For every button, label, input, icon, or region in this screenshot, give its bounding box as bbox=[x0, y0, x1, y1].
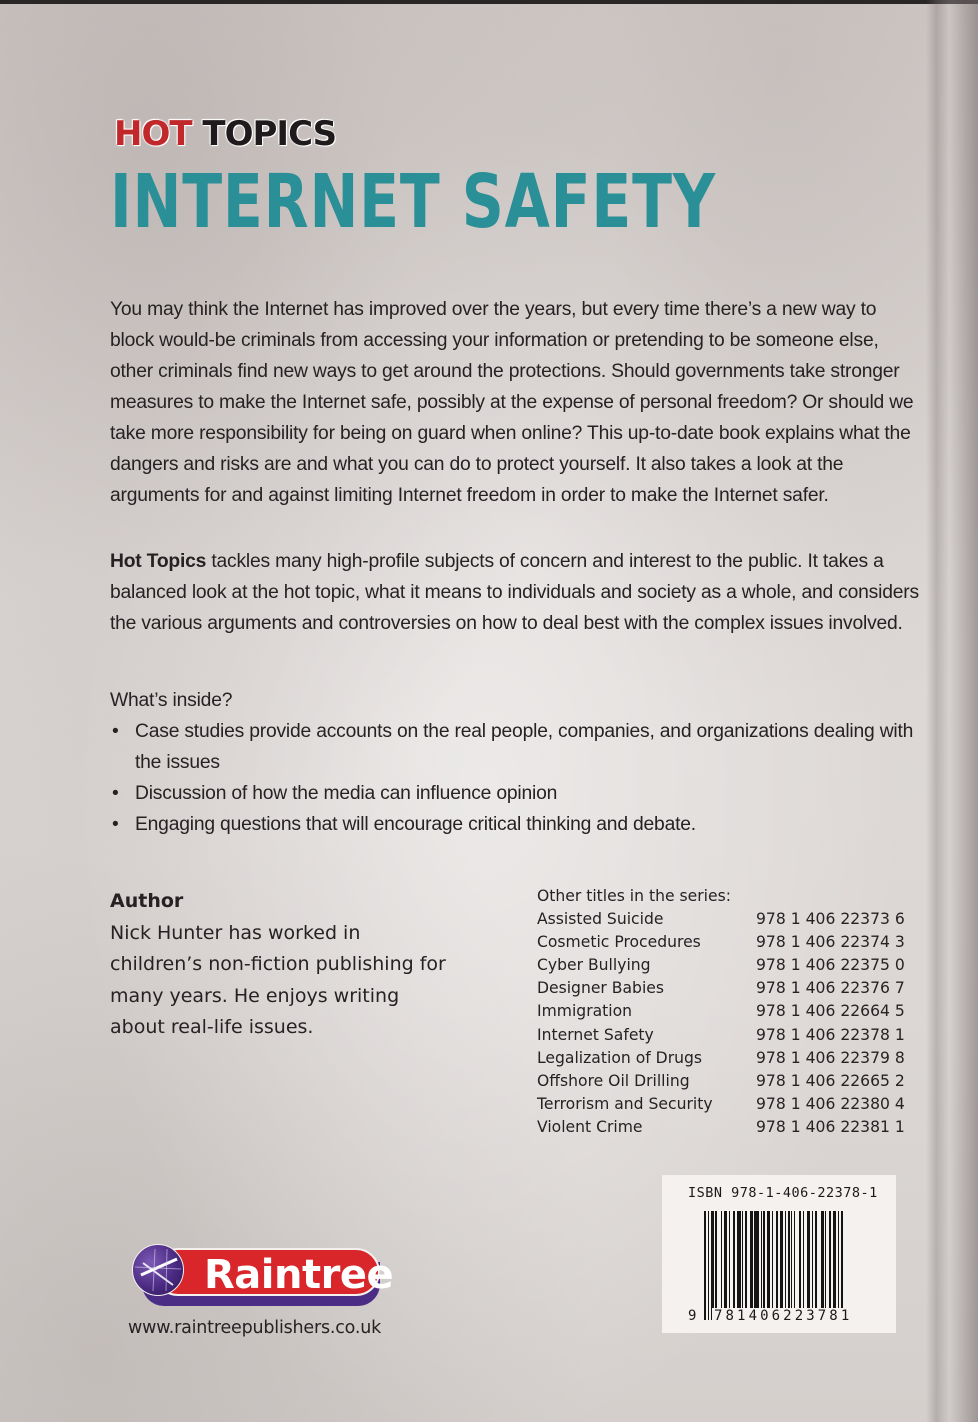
bullet-icon: • bbox=[112, 721, 119, 742]
barcode-bars-icon bbox=[704, 1211, 845, 1320]
series-isbn: 978 1 406 22381 1 bbox=[756, 1117, 905, 1136]
publisher-logo bbox=[132, 1244, 394, 1310]
series-row bbox=[537, 954, 917, 977]
series-isbn: 978 1 406 22380 4 bbox=[756, 1094, 905, 1113]
bullet-icon: • bbox=[112, 783, 119, 804]
series-title: Terrorism and Security bbox=[537, 1094, 713, 1113]
isbn-barcode bbox=[662, 1175, 896, 1333]
series-title: Legalization of Drugs bbox=[537, 1048, 703, 1067]
series-row bbox=[537, 1000, 917, 1023]
series-titles-heading: Other titles in the series: bbox=[537, 887, 731, 905]
series-row bbox=[537, 1024, 917, 1047]
series-isbn: 978 1 406 22374 3 bbox=[756, 933, 905, 952]
spine-hinge bbox=[926, 0, 978, 1422]
series-isbn: 978 1 406 22373 6 bbox=[756, 910, 905, 929]
list-item-text: Case studies provide accounts on the real people, companies, and organizations dealing with the issues bbox=[135, 721, 914, 773]
series-title: Immigration bbox=[537, 1002, 633, 1021]
series-row bbox=[537, 1116, 917, 1139]
author-section bbox=[110, 886, 450, 1044]
blurb-paragraph-2-text: tackles many high-profile subjects of concern and interest to the public. It takes a balanced look at the hot topic, what it means to individuals and society as a whole, and considers the various arguments and controversies on how to deal best with the complex issues involved. bbox=[110, 551, 919, 634]
series-logo-topics: TOPICS bbox=[202, 114, 337, 154]
series-title: Cyber Bullying bbox=[537, 956, 651, 975]
series-row bbox=[537, 931, 917, 954]
series-row bbox=[537, 977, 917, 1000]
isbn-label: ISBN 978-1-406-22378-1 bbox=[688, 1185, 878, 1201]
series-logo bbox=[114, 114, 336, 154]
series-isbn: 978 1 406 22378 1 bbox=[756, 1025, 905, 1044]
series-row bbox=[537, 1070, 917, 1093]
blurb-paragraph-1: You may think the Internet has improved over the years, but every time there’s a new way to block would-be criminals from accessing your information or pretending to be someone else, other criminals find new ways to get around the protections. Should governments take stronger measures to make the Internet safe, possibly at the expense of personal freedom? Or should we take more responsibility for being on guard when online? This up-to-date book explains what the dangers and risks are and what you can do to protect yourself. It also takes a look at the arguments for and against limiting Internet freedom in order to make the Internet safer. bbox=[110, 299, 914, 506]
publisher-url: www.raintreepublishers.co.uk bbox=[128, 1318, 382, 1338]
list-item bbox=[110, 778, 920, 809]
series-isbn: 978 1 406 22376 7 bbox=[756, 979, 905, 998]
series-title: Violent Crime bbox=[537, 1117, 643, 1136]
cover-top-edge bbox=[0, 0, 978, 4]
series-title: Assisted Suicide bbox=[537, 910, 664, 929]
series-title: Cosmetic Procedures bbox=[537, 933, 701, 952]
book-title: INTERNET SAFETY bbox=[110, 159, 716, 245]
barcode-digit-string: 781406223781 bbox=[714, 1308, 853, 1324]
author-bio: Nick Hunter has worked in children’s non-fiction publishing for many years. He enjoys writing about real-life issues. bbox=[110, 921, 446, 1038]
list-item-text: Discussion of how the media can influence opinion bbox=[135, 783, 558, 804]
whats-inside-heading: What’s inside? bbox=[110, 690, 233, 711]
list-item bbox=[110, 716, 920, 778]
publisher-name: Raintree bbox=[204, 1252, 394, 1298]
series-row bbox=[537, 1093, 917, 1116]
series-isbn: 978 1 406 22379 8 bbox=[756, 1048, 905, 1067]
series-title: Offshore Oil Drilling bbox=[537, 1071, 690, 1090]
blurb-paragraph-2 bbox=[110, 546, 920, 639]
series-titles bbox=[537, 885, 917, 1139]
barcode-first-digit: 9 bbox=[688, 1308, 700, 1324]
series-title: Internet Safety bbox=[537, 1025, 654, 1044]
list-item bbox=[110, 809, 920, 840]
series-isbn: 978 1 406 22375 0 bbox=[756, 956, 905, 975]
whats-inside-list bbox=[110, 716, 920, 840]
globe-icon bbox=[132, 1244, 184, 1296]
series-row bbox=[537, 908, 917, 931]
author-heading: Author bbox=[110, 890, 184, 912]
logo-red-band bbox=[154, 1248, 394, 1298]
list-item-text: Engaging questions that will encourage critical thinking and debate. bbox=[135, 814, 696, 835]
series-title: Designer Babies bbox=[537, 979, 665, 998]
series-name-bold: Hot Topics bbox=[110, 551, 207, 572]
series-row bbox=[537, 1047, 917, 1070]
series-isbn: 978 1 406 22664 5 bbox=[756, 1002, 905, 1021]
series-logo-hot: HOT bbox=[114, 114, 192, 154]
barcode-digits bbox=[688, 1308, 853, 1372]
series-isbn: 978 1 406 22665 2 bbox=[756, 1071, 905, 1090]
bullet-icon: • bbox=[112, 814, 119, 835]
